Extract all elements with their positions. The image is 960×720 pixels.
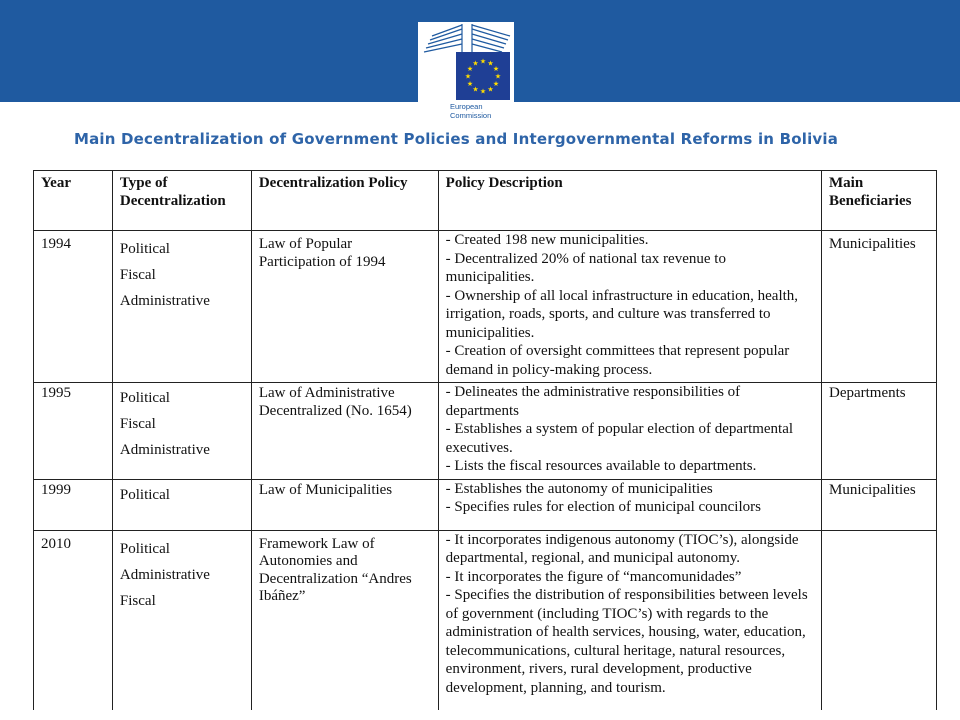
type-item: Administrative [119,566,210,583]
type-item: Administrative [119,442,210,458]
description-item: - It incorporates indigenous autonomy (TIOC’s), alongside departmental, regional, and municipal autonomy. [445,531,799,566]
table-row [34,383,937,480]
header-policy: Decentralization Policy [251,171,438,231]
description-item: - It incorporates the figure of “mancomunidades” [445,568,742,585]
policy-cell: Framework Law of Autonomies and Decentralization “Andres Ibáñez” [251,530,438,710]
description-item: - Establishes the autonomy of municipalities [445,480,713,497]
eu-star-icon: ★ [466,65,474,73]
description-item: - Delineates the administrative responsibilities of departments [445,384,741,419]
type-item: Fiscal [119,592,156,609]
brand-name [450,102,510,120]
description-cell [438,383,821,480]
eu-flag-icon [456,52,510,100]
header-description: Policy Description [438,171,821,231]
eu-star-icon: ★ [487,85,494,94]
beneficiaries-cell: Municipalities [822,231,937,383]
description-item: - Establishes a system of popular election of departmental executives. [445,421,794,456]
year-cell: 1999 [34,479,113,530]
eu-star-icon: ★ [472,59,479,68]
policy-cell: Law of Popular Participation of 1994 [251,231,438,383]
description-cell [438,231,821,383]
table-header-row [34,171,937,231]
table-scan [33,170,937,710]
eu-star-icon: ★ [472,85,479,94]
description-cell [438,530,821,710]
type-item: Political [119,540,170,557]
description-item: - Ownership of all local infrastructure in education, health, irrigation, roads, sports, and culture was transferred to municipalities. [445,287,799,341]
type-item: Fiscal [119,267,156,283]
eu-star-icon: ★ [487,59,494,68]
policy-cell: Law of Municipalities [251,479,438,530]
header-type: Type of Decentralization [112,171,251,231]
type-item: Political [119,241,170,257]
year-cell: 1994 [34,231,113,383]
type-cell [112,231,251,383]
type-item: Fiscal [119,416,156,432]
policy-table [33,170,937,710]
type-item: Administrative [119,293,210,309]
type-item: Political [119,390,170,406]
table-row [34,231,937,383]
eu-star-icon: ★ [494,72,502,81]
beneficiaries-cell [822,530,937,710]
eu-star-icon: ★ [492,65,500,73]
eu-star-icon: ★ [492,80,500,88]
type-cell [112,383,251,480]
year-cell: 1995 [34,383,113,480]
eu-star-icon: ★ [466,80,474,88]
eu-star-icon: ★ [479,87,487,96]
policy-cell: Law of Administrative Decentralized (No. 1654) [251,383,438,480]
description-item: - Specifies the distribution of responsibilities between levels of government (including TIOC’s) with regards to the administration of health services, housing, water, education, telecommunications, cultural heritage, natural resources, environment, rivers, rural development, productive development, planning, and tourism. [445,587,808,696]
beneficiaries-cell: Municipalities [822,479,937,530]
brand-name-line1: European [450,102,483,111]
table-row [34,530,937,710]
table-row [34,479,937,530]
building-icon [422,24,512,54]
description-item: - Created 198 new municipalities. [445,232,649,248]
description-item: - Creation of oversight committees that represent popular demand in policy-making process. [445,343,790,378]
description-item: - Decentralized 20% of national tax revenue to municipalities. [445,250,726,285]
type-cell [112,479,251,530]
header-beneficiaries: Main Beneficiaries [822,171,937,231]
type-item: Political [119,486,170,503]
brand-name-line2: Commission [450,111,492,120]
eu-star-icon: ★ [479,57,487,66]
beneficiaries-cell: Departments [822,383,937,480]
description-item: - Lists the fiscal resources available to departments. [445,458,757,474]
description-item: - Specifies rules for election of municipal councilors [445,499,761,515]
eu-star-icon: ★ [464,72,472,81]
description-cell [438,479,821,530]
type-cell [112,530,251,710]
european-commission-logo [418,22,514,130]
year-cell: 2010 [34,530,113,710]
page-title: Main Decentralization of Government Policies and Intergovernmental Reforms in Bolivia [73,130,839,148]
header-year: Year [34,171,113,231]
